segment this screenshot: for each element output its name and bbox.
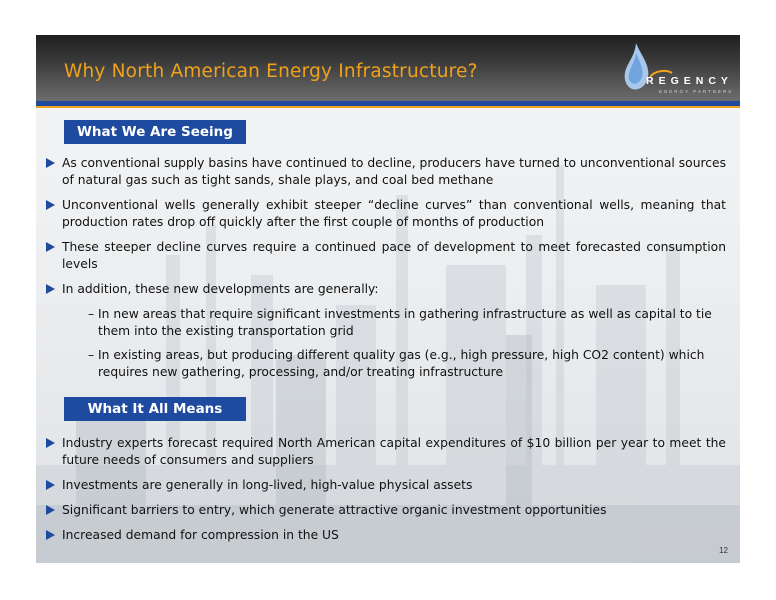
bullet-item <box>46 435 726 469</box>
bullet-text: These steeper decline curves require a continued pace of development to meet forecasted consumption levels <box>62 240 726 271</box>
bullet-text: Increased demand for compression in the US <box>62 528 339 542</box>
sub-bullet-text: In new areas that require significant investments in gathering infrastructure as well as capital to tie them into the existing transportation grid <box>98 307 712 338</box>
logo-tagline: ENERGY PARTNERS <box>659 89 734 94</box>
triangle-bullet-icon <box>46 284 55 294</box>
triangle-bullet-icon <box>46 242 55 252</box>
bullet-item <box>46 197 726 231</box>
bullet-item <box>46 502 726 519</box>
sub-bullet-item <box>88 347 718 381</box>
dash-bullet-icon: – <box>88 307 95 321</box>
triangle-bullet-icon <box>46 530 55 540</box>
bullet-item <box>46 239 726 273</box>
header-rule-orange <box>36 106 740 108</box>
bullet-item <box>46 155 726 189</box>
bullet-text: As conventional supply basins have continued to decline, producers have turned to unconventional sources of natural gas such as tight sands, shale plays, and coal bed methane <box>62 156 726 187</box>
bullet-item <box>46 477 726 494</box>
sub-bullet-text: In existing areas, but producing different quality gas (e.g., high pressure, high CO2 content) which requires new gathering, processing, and/or treating infrastructure <box>98 348 705 379</box>
triangle-bullet-icon <box>46 200 55 210</box>
bullet-text: In addition, these new developments are generally: <box>62 282 379 296</box>
triangle-bullet-icon <box>46 505 55 515</box>
bullet-item <box>46 527 726 544</box>
section-heading-what-it-all-means: What It All Means <box>64 397 246 421</box>
sub-bullet-item <box>88 306 718 340</box>
triangle-bullet-icon <box>46 158 55 168</box>
bullet-item <box>46 281 726 298</box>
slide <box>36 35 740 563</box>
bullet-text: Significant barriers to entry, which generate attractive organic investment opportunities <box>62 503 607 517</box>
bullet-text: Unconventional wells generally exhibit steeper “decline curves” than conventional wells, meaning that production rates drop off quickly after the first couple of months of production <box>62 198 726 229</box>
page-number: 12 <box>719 546 728 555</box>
section-heading-what-we-are-seeing: What We Are Seeing <box>64 120 246 144</box>
bullet-text: Investments are generally in long-lived, high-value physical assets <box>62 478 473 492</box>
bullet-text: Industry experts forecast required North American capital expenditures of $10 billion per year to meet the future needs of consumers and suppliers <box>62 436 726 467</box>
triangle-bullet-icon <box>46 438 55 448</box>
dash-bullet-icon: – <box>88 348 95 362</box>
logo-wordmark: REGENCY <box>646 75 733 87</box>
header-bar <box>36 35 740 101</box>
page-title: Why North American Energy Infrastructure? <box>64 61 478 82</box>
triangle-bullet-icon <box>46 480 55 490</box>
